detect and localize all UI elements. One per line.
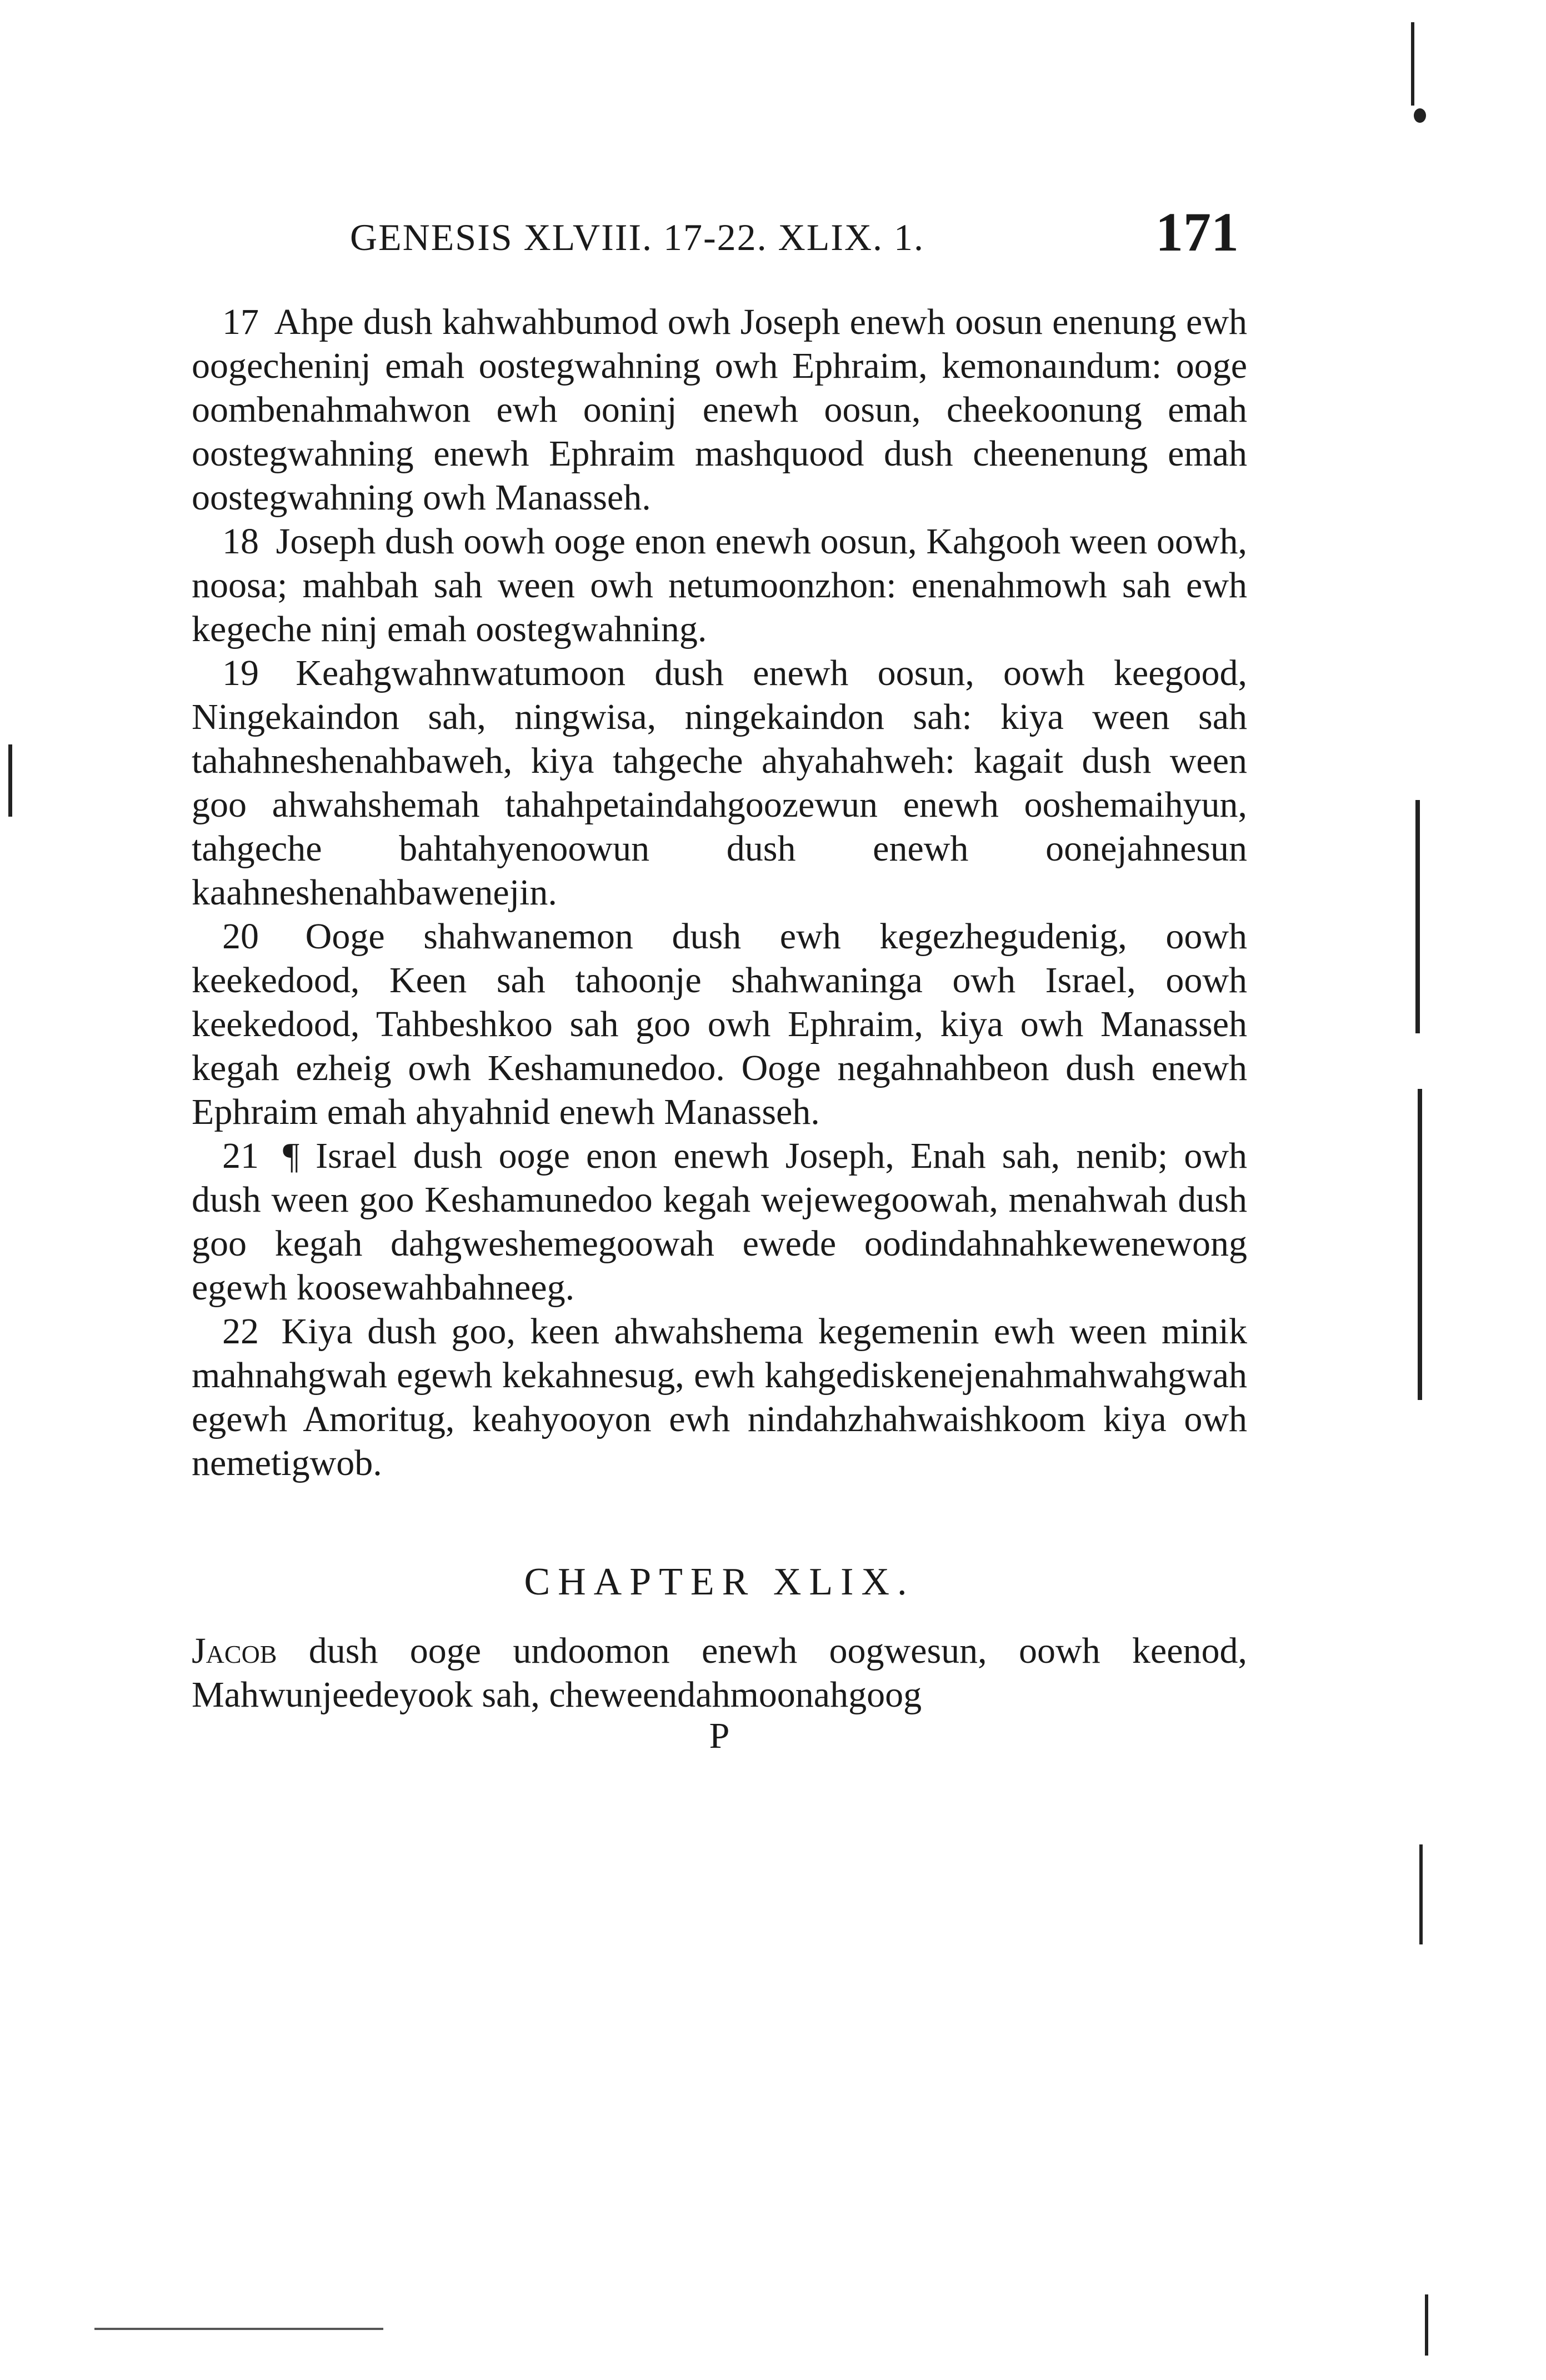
verse-number: 21	[222, 1136, 259, 1176]
verse-number: 17	[222, 302, 259, 342]
verse-21	[192, 1134, 1247, 1309]
running-head-title: GENESIS XLVIII. 17-22. XLIX. 1.	[350, 216, 925, 258]
verse-number: 22	[222, 1311, 259, 1352]
scan-edge-mark	[8, 744, 12, 817]
verse-20	[192, 914, 1247, 1134]
body-text	[192, 300, 1247, 1756]
verse-number: 18	[222, 521, 259, 562]
verse-19	[192, 651, 1247, 914]
scan-edge-mark	[1419, 1844, 1423, 1944]
running-head	[333, 200, 1244, 283]
verse-number: 19	[222, 653, 259, 693]
verse-22	[192, 1309, 1247, 1485]
signature-mark: P	[709, 1716, 730, 1756]
scan-dot-mark	[1414, 108, 1426, 123]
verse-18	[192, 519, 1247, 651]
chapter-heading: CHAPTER XLIX.	[524, 1561, 915, 1603]
verse-number: 20	[222, 916, 259, 957]
verse-text: Ahpe dush kahwahbumod owh Joseph enewh oosun enenung ewh oogecheninj emah oostegwahning owh Ephraim, kemonaındum: ooge oombenahmahwon ewh ooninj enewh oosun, cheekoonung emah oostegwahning enewh Ephraim mashquood dush cheenenung emah oostegwahning owh Manasseh.	[192, 302, 1247, 518]
verse-text: Joseph dush oowh ooge enon enewh oosun, Kahgooh ween oowh, noosa; mahbah sah ween owh netumoonzhon: enenahmowh sah ewh kegeche ninj emah oostegwahning.	[192, 521, 1248, 649]
scan-edge-mark	[1411, 22, 1414, 106]
opening-name: Jacob	[192, 1631, 277, 1671]
verse-text: Kiya dush goo, keen ahwahshema kegemenin ewh ween minik mahnahgwah egewh kekahnesug, ewh kahgediskenejenahmahwahgwah egewh Amoritug, keahyooyon ewh nindahzhahwaishkoom kiya owh nemetigwob.	[192, 1311, 1248, 1483]
verse-text: Ooge shahwanemon dush ewh kegezhegudenig, oowh keekedood, Keen sah tahoonje shahwaninga owh Israel, oowh keekedood, Tahbeshkoo sah goo owh Ephraim, kiya owh Manasseh kegah ezheig owh Keshamunedoo. Ooge negahnahbeon dush enewh Ephraim emah ahyahnid enewh Manasseh.	[192, 916, 1248, 1132]
verse-text: ¶ Israel dush ooge enon enewh Joseph, Enah sah, nenib; owh dush ween goo Keshamunedoo kegah wejewegoowah, menahwah dush goo kegah dahgweshemegoowah ewede oodindahnahkewenewong egewh koosewahbahneeg.	[192, 1136, 1247, 1308]
verse-text: Keahgwahnwatumoon dush enewh oosun, oowh keegood, Ningekaindon sah, ningwisa, ningekaindon sah: kiya ween sah tahahneshenahbaweh, kiya tahgeche ahyahahweh: kagait dush ween goo ahwahshemah tahahpetaindahgoozewun enewh ooshemaihyun, tahgeche bahtahyenoowun dush enewh oonejahnesun kaahneshenahbawenejin.	[192, 653, 1247, 913]
scan-edge-mark	[1415, 800, 1420, 1033]
scan-edge-mark	[1418, 1089, 1422, 1400]
scan-bottom-smudge	[94, 2328, 383, 2330]
chapter-opening	[192, 1629, 1247, 1717]
opening-text: dush ooge undoomon enewh oogwesun, oowh keenod, Mahwunjeedeyook sah, cheweendahmoonahgoog	[192, 1631, 1247, 1715]
verse-17	[192, 300, 1247, 519]
page-number: 171	[1155, 201, 1239, 263]
scan-edge-mark	[1425, 2294, 1428, 2356]
